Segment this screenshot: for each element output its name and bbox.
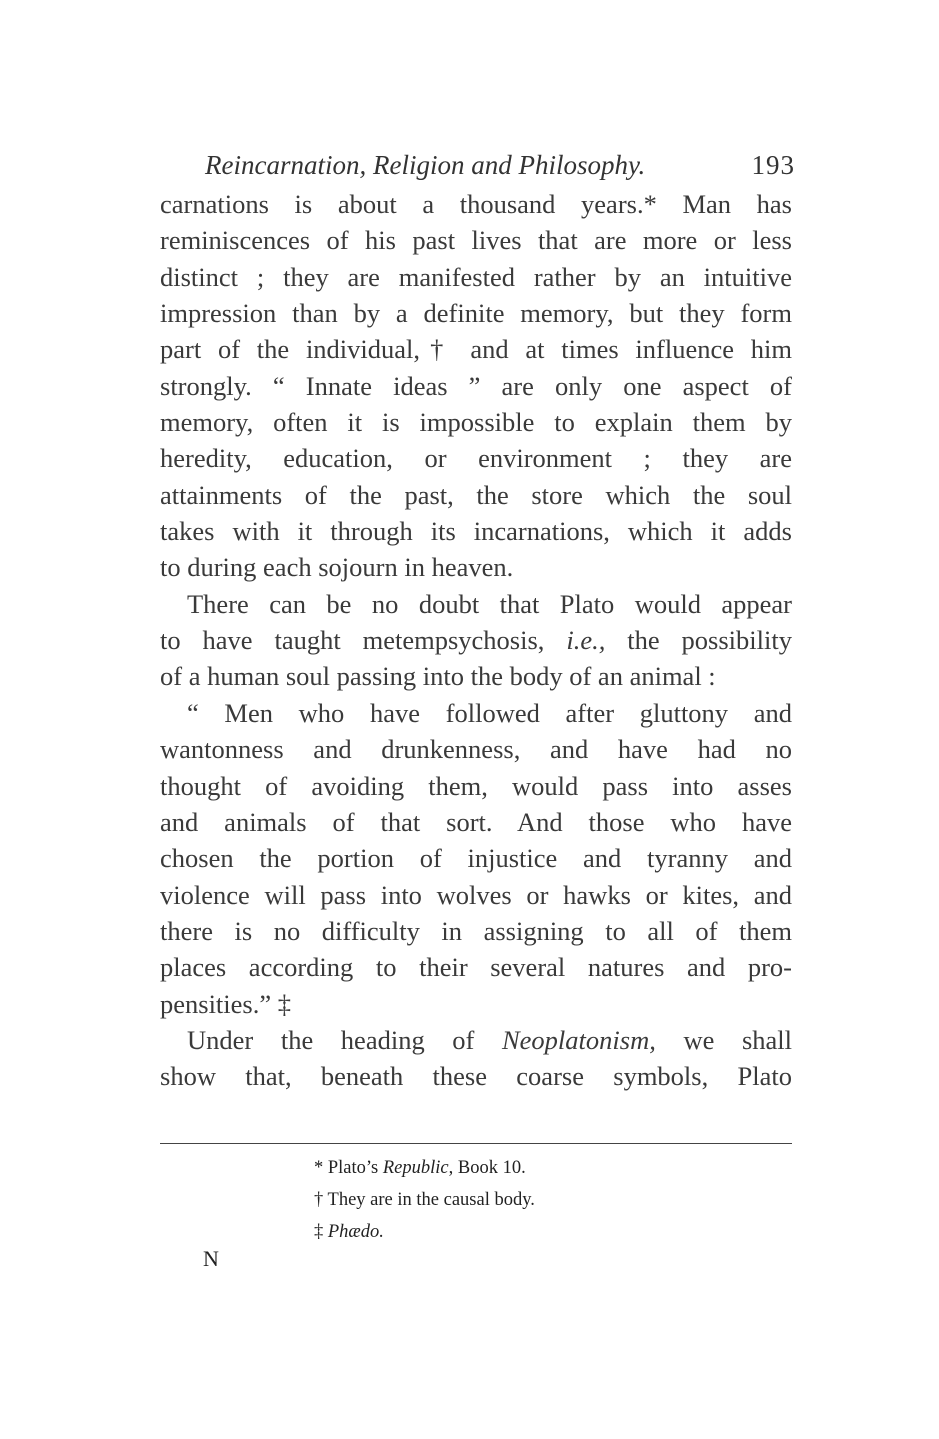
text-segment: part of the individual,† and at times influence him — [160, 334, 792, 365]
text-segment: There can be no doubt that Plato would appear — [187, 588, 792, 619]
text-segment: attainments of the past, the store which the soul — [160, 479, 792, 510]
text-segment: show that, beneath these coarse symbols, Plato — [160, 1061, 792, 1092]
text-line — [160, 295, 792, 331]
text-segment: violence will pass into wolves or hawks or kites, and — [160, 879, 792, 910]
text-line — [160, 804, 792, 840]
footnote-1-text-end: , Book 10. — [448, 1158, 526, 1178]
running-title: Reincarnation, Religion and Philosophy. — [205, 150, 646, 180]
text-segment: to during each sojourn in heaven. — [160, 552, 514, 583]
text-line — [160, 513, 792, 549]
text-line — [160, 549, 792, 585]
text-line — [160, 840, 792, 876]
text-segment: Under the heading of — [187, 1024, 502, 1055]
text-line — [160, 368, 792, 404]
text-line — [160, 731, 792, 767]
text-line — [160, 1058, 792, 1094]
text-line — [160, 586, 792, 622]
signature-mark: N — [203, 1246, 219, 1271]
text-segment: chosen the portion of injustice and tyranny and — [160, 843, 792, 874]
footnote-rule — [160, 1143, 792, 1144]
text-segment: wantonness and drunkenness, and have had no — [160, 734, 792, 765]
text-segment: heredity, education, or environment ; they are — [160, 443, 792, 474]
text-segment: and animals of that sort. And those who have — [160, 806, 792, 837]
text-line — [160, 877, 792, 913]
text-line — [160, 222, 792, 258]
text-segment: distinct ; they are manifested rather by an intuitive — [160, 261, 792, 292]
text-segment: pensities.” ‡ — [160, 988, 291, 1019]
text-line — [160, 404, 792, 440]
text-segment: carnations is about a thousand years.* Man has — [160, 189, 792, 219]
body-text — [160, 186, 792, 1095]
footnote-3 — [314, 1216, 535, 1248]
text-line — [160, 695, 792, 731]
text-line — [160, 477, 792, 513]
italic-text: Neoplatonism, — [501, 1024, 656, 1055]
text-line — [160, 949, 792, 985]
text-line — [160, 658, 792, 694]
text-segment: impression than by a definite memory, but they form — [160, 298, 792, 329]
text-segment: “ Men who have followed after gluttony and — [187, 697, 792, 728]
text-segment: we shall — [655, 1024, 793, 1055]
footnote-3-italic: Phædo. — [327, 1222, 384, 1242]
text-line — [160, 622, 792, 658]
footnotes — [314, 1152, 535, 1248]
italic-text: i.e., — [566, 625, 606, 656]
text-line — [160, 186, 792, 222]
text-segment: there is no difficulty in assigning to all of them — [160, 915, 792, 946]
text-line — [160, 1022, 792, 1058]
text-segment: takes with it through its incarnations, which it adds — [160, 516, 792, 547]
text-line — [160, 986, 792, 1022]
running-header — [205, 150, 795, 181]
text-line — [160, 331, 792, 367]
text-segment: reminiscences of his past lives that are more or less — [160, 225, 792, 256]
footnote-1-text: * Plato’s — [314, 1158, 383, 1178]
text-line — [160, 913, 792, 949]
text-segment: places according to their several natures and pro- — [160, 952, 792, 983]
text-segment: memory, often it is impossible to explain them by — [160, 407, 792, 438]
footnote-1-italic: Republic — [382, 1158, 449, 1178]
text-line — [160, 440, 792, 476]
footnote-2: † They are in the causal body. — [314, 1190, 535, 1210]
text-segment: strongly. “ Innate ideas ” are only one aspect of — [160, 370, 792, 401]
footnote-1 — [314, 1152, 535, 1184]
page-number: 193 — [751, 150, 795, 180]
text-segment: the possibility — [605, 625, 792, 656]
text-segment: of a human soul passing into the body of an animal : — [160, 661, 716, 692]
text-segment: thought of avoiding them, would pass into asses — [160, 770, 792, 801]
text-line — [160, 259, 792, 295]
text-segment: to have taught metempsychosis, — [160, 625, 567, 656]
footnote-3-mark: ‡ — [314, 1222, 328, 1242]
text-line — [160, 768, 792, 804]
